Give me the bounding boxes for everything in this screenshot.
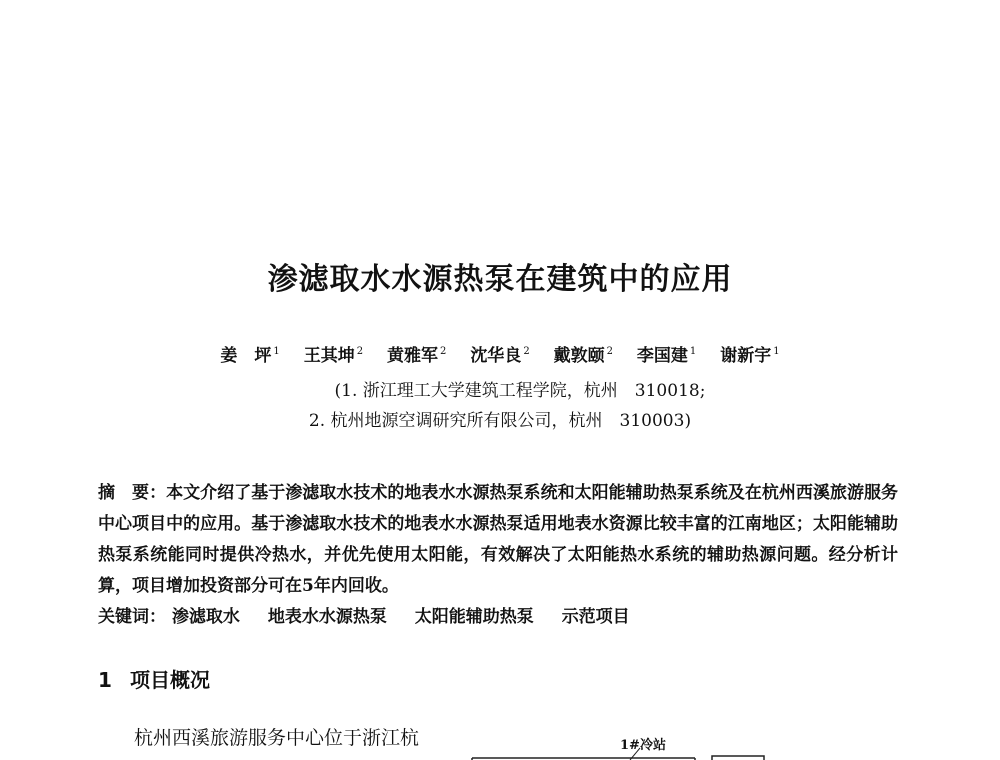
author [304, 341, 363, 366]
section-heading [98, 664, 210, 693]
author [470, 341, 529, 366]
figure-box [712, 756, 764, 760]
section-title: 项目概况 [130, 668, 210, 692]
abstract-text: 本文介绍了基于渗滤取水技术的地表水水源热泵系统和太阳能辅助热泵系统及在杭州西溪旅游服务中心项目中的应用。基于渗滤取水技术的地表水水源热泵适用地表水资源比较丰富的江南地区；太阳能辅助热泵系统能同时提供冷热水，并优先使用太阳能，有效解决了太阳能热水系统的辅助热源问题。经分析计算，项目增加投资部分可在5年内回收。 [98, 483, 899, 596]
author-affil-mark: 1 [273, 346, 280, 358]
author [637, 341, 696, 366]
author-name: 姜 坪 [220, 346, 272, 366]
keyword: 太阳能辅助热泵 [414, 607, 534, 627]
affiliation-2: 2. 杭州地源空调研究所有限公司，杭州 310003) [308, 411, 692, 431]
author-name: 戴敦颐 [553, 346, 605, 366]
keywords [98, 602, 898, 627]
figure-label: 1#冷站 [620, 738, 666, 753]
affiliation-1: (1. 浙江理工大学建筑工程学院，杭州 310018; [334, 381, 706, 401]
abstract-label: 摘 要： [98, 483, 167, 503]
author-affil-mark: 1 [689, 346, 697, 358]
section-number: 1 [98, 668, 112, 692]
author-affil-mark: 2 [440, 346, 447, 358]
author-affil-mark: 1 [773, 346, 780, 358]
author-list [0, 341, 1000, 366]
author-name: 王其坤 [303, 346, 355, 366]
paper-title: 渗滤取水水源热泵在建筑中的应用 [267, 262, 733, 297]
author-affil-mark: 2 [606, 346, 613, 358]
keyword: 渗滤取水 [171, 607, 240, 627]
author [220, 341, 279, 366]
keyword: 示范项目 [561, 607, 630, 627]
author [554, 341, 613, 366]
author-name: 谢新宇 [720, 346, 772, 366]
abstract [98, 478, 898, 602]
keywords-label: 关键词： [98, 607, 166, 627]
body-paragraph: 杭州西溪旅游服务中心位于浙江杭 [134, 727, 420, 749]
author [720, 341, 779, 366]
author-affil-mark: 2 [356, 346, 364, 358]
author-name: 沈华良 [470, 346, 522, 366]
author [387, 341, 446, 366]
author-name: 黄雅军 [387, 346, 439, 366]
author-affil-mark: 2 [523, 346, 530, 358]
author-name: 李国建 [636, 346, 688, 366]
keyword: 地表水水源热泵 [267, 607, 387, 627]
